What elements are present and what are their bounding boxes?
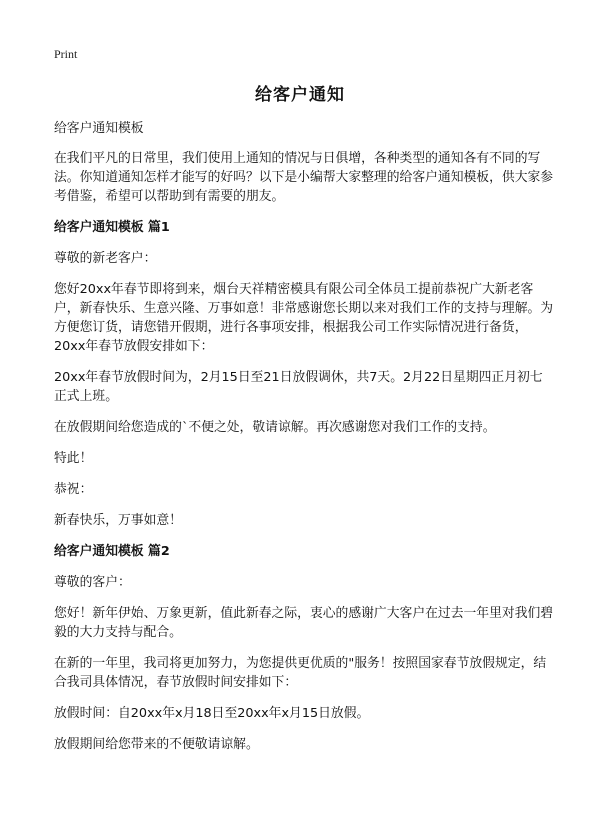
section-2-paragraph-4: 放假期间给您带来的不便敬请谅解。 <box>54 737 259 752</box>
section-2-heading: 给客户通知模板 篇2 <box>54 544 170 559</box>
section-1-paragraph-3: 在放假期间给您造成的`不便之处，敬请谅解。再次感谢您对我们工作的支持。 <box>54 420 496 435</box>
document-body <box>54 119 554 766</box>
page-title: 给客户通知 <box>255 85 345 105</box>
section-2-paragraph-2: 在新的一年里，我司将更加努力，为您提供更优质的"服务！按照国家春节放假规定，结合我司具体情况，春节放假时间安排如下： <box>54 656 547 690</box>
section-1-heading: 给客户通知模板 篇1 <box>54 220 170 235</box>
print-link[interactable]: Print <box>54 47 78 61</box>
section-1-paragraph-2: 20xx年春节放假时间为，2月15日至21日放假调休，共7天。2月22日星期四正月初七正式上班。 <box>54 370 543 404</box>
intro-paragraph: 在我们平凡的日常里，我们使用上通知的情况与日俱增，各种类型的通知各有不同的写法。你知道通知怎样才能写的好吗？以下是小编帮大家整理的给客户通知模板，供大家参考借鉴，希望可以帮助到有需要的朋友。 <box>54 151 554 204</box>
section-2-greeting: 尊敬的客户： <box>54 575 131 590</box>
section-1-greeting: 尊敬的新老客户： <box>54 251 157 266</box>
section-2-paragraph-1: 您好！新年伊始、万象更新，值此新春之际，衷心的感谢广大客户在过去一年里对我们碧毅的大力支持与配合。 <box>54 606 554 640</box>
section-2-paragraph-3: 放假时间：自20xx年x月18日至20xx年x月15日放假。 <box>54 706 370 721</box>
section-1-paragraph-1: 您好20xx年春节即将到来，烟台天祥精密模具有限公司全体员工提前恭祝广大新老客户，新春快乐、生意兴隆、万事如意！非常感谢您长期以来对我们工作的支持与理解。为方便您订货，请您错开假期，进行各事项安排，根据我公司工作实际情况进行备货，20xx年春节放假安排如下： <box>54 282 554 354</box>
document-subtitle: 给客户通知模板 <box>54 121 144 136</box>
section-1-paragraph-5: 恭祝： <box>54 482 93 497</box>
section-1-paragraph-4: 特此！ <box>54 451 93 466</box>
section-1-paragraph-6: 新春快乐，万事如意！ <box>54 513 182 528</box>
